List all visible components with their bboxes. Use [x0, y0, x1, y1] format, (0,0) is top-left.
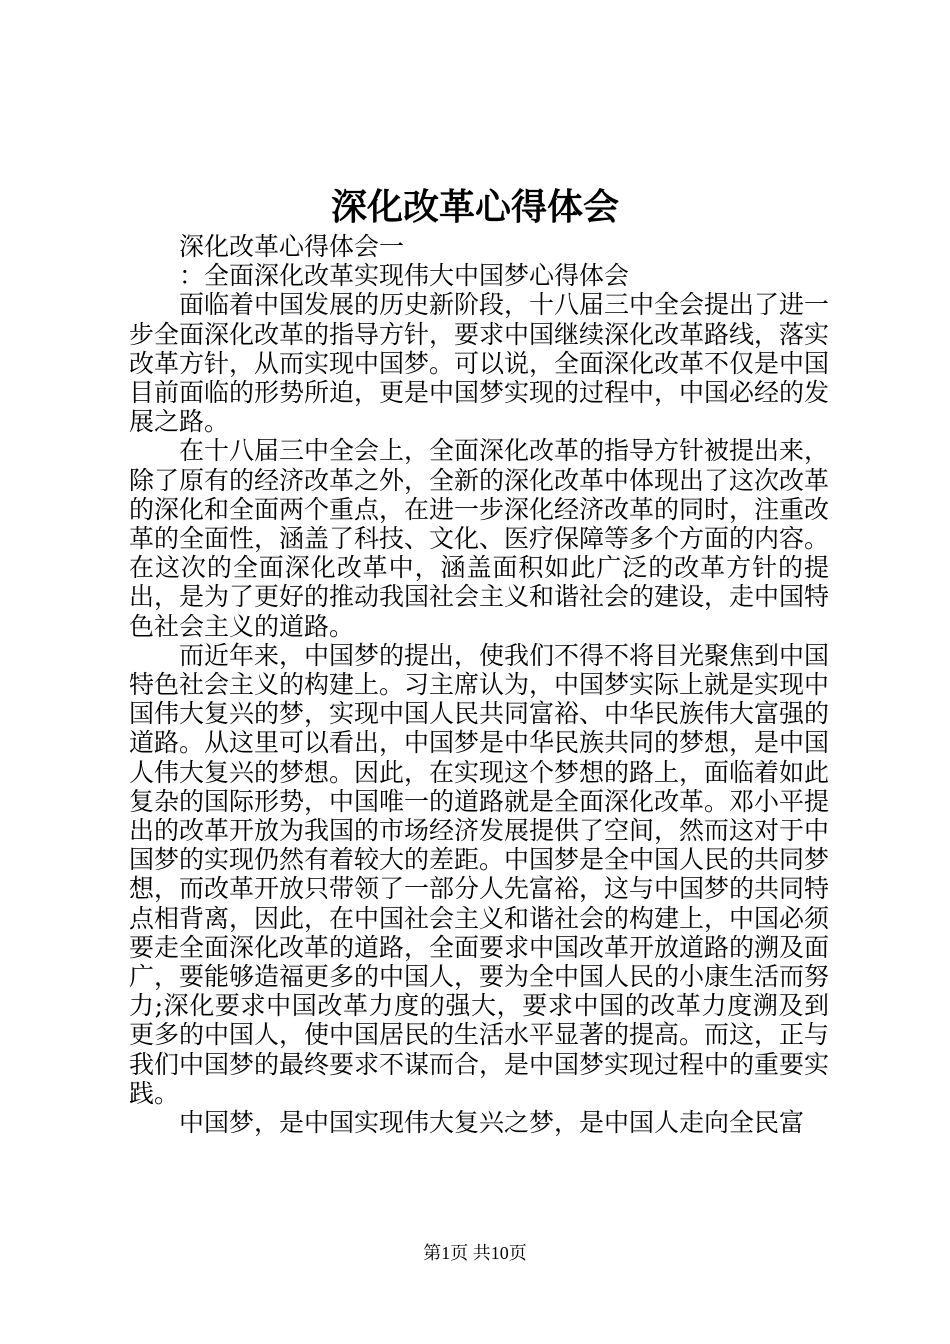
body-paragraph: 在十八届三中全会上，全面深化改革的指导方针被提出来，除了原有的经济改革之外，全新的深化改革中体现出了这次改革的深化和全面两个重点，在进一步深化经济改革的同时，注重改革的全面性，涵盖了科技、文化、医疗保障等多个方面的内容。在这次的全面深化改革中，涵盖面积如此广泛的改革方针的提出，是为了更好的推动我国社会主义和谐社会的建设，走中国特色社会主义的道路。 — [129, 436, 830, 641]
body-paragraph: 中国梦，是中国实现伟大复兴之梦，是中国人走向全民富 — [179, 1108, 805, 1138]
body-paragraph: 而近年来，中国梦的提出，使我们不得不将目光聚焦到中国特色社会主义的构建上。习主席认为，中国梦实际上就是实现中国伟大复兴的梦，实现中国人民共同富裕、中华民族伟大富强的道路。从这里可以看出，中国梦是中华民族共同的梦想，是中国人伟大复兴的梦想。因此，在实现这个梦想的路上，面临着如此复杂的国际形势，中国唯一的道路就是全面深化改革。邓小平提出的改革开放为我国的市场经济发展提供了空间，然而这对于中国梦的实现仍然有着较大的差距。中国梦是全中国人民的共同梦想，而改革开放只带领了一部分人先富裕，这与中国梦的共同特点相背离，因此，在中国社会主义和谐社会的构建上，中国必须要走全面深化改革的道路，全面要求中国改革开放道路的溯及面广，要能够造福更多的中国人，要为全中国人民的小康生活而努力;深化要求中国改革力度的强大，要求中国的改革力度溯及到更多的中国人，使中国居民的生活水平显著的提高。而这，正与我们中国梦的最终要求不谋而合，是中国梦实现过程中的重要实践。 — [129, 640, 830, 1108]
page-number-footer: 第1页 共10页 — [423, 1243, 527, 1263]
document-title: 深化改革心得体会 — [330, 186, 619, 228]
document-body — [129, 232, 829, 1137]
section-subheading: ：全面深化改革实现伟大中国梦心得体会 — [179, 261, 630, 291]
section-heading: 深化改革心得体会一 — [179, 232, 405, 261]
body-paragraph: 面临着中国发展的历史新阶段，十八届三中全会提出了进一步全面深化改革的指导方针，要求中国继续深化改革路线，落实改革方针，从而实现中国梦。可以说，全面深化改革不仅是中国目前面临的形势所迫，更是中国梦实现的过程中，中国必经的发展之路。 — [129, 290, 830, 437]
